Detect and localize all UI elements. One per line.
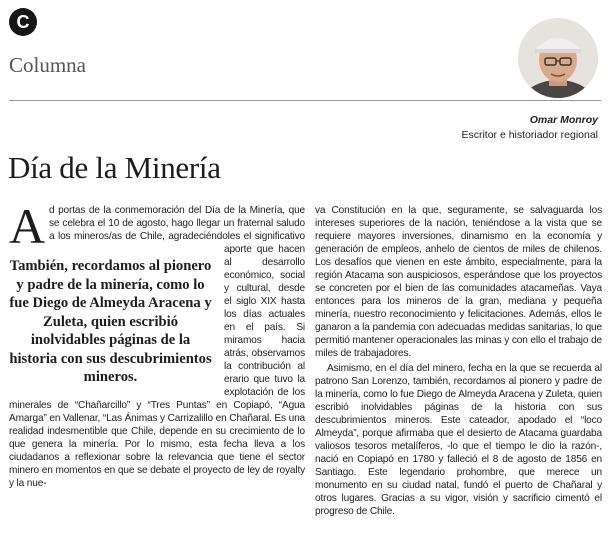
article-title: Día de la Minería (8, 150, 221, 185)
drop-cap: A (9, 204, 45, 254)
author-photo (518, 18, 598, 98)
author-portrait-image (518, 18, 598, 98)
article-paragraph: Asimismo, en el día del minero, fecha en la que se recuerda al patrono San Lorenzo, también, recordamos al pionero y padre de la minería, como lo fue Diego de Almeyda Aracena y Zuleta, quien escribió inolvidables páginas de la historia con sus descubrimientos mineros. Este cateador, apodado el “loco Almeyda”, porque afirmaba que el desierto de Atacama guardaba valiosos tesoros metalíferos, -lo que el tiempo le dio la razón-, nació en Copiapó en 1780 y falleció el 8 de agosto de 1856 en Santiago. Este legendario prohombre, que merece un monumento en su ciudad natal, fundó el puerto de Chañaral y otros lugares. Gracias a su vigor, visión y sacrificio cimentó el progreso de Chile. (315, 363, 602, 517)
section-label: Columna (9, 53, 86, 77)
pull-quote: También, recordamos al pionero y padre de la minería, como lo fue Diego de Almeyda Aracena y Zuleta, quien escribió inolvidables páginas de la historia con sus descubrimientos mineros. (9, 258, 212, 385)
article-paragraph: va Constitución en la que, seguramente, se salvaguarda los intereses superiores de la nación, teniéndose a la vista que se requiere mayores inversiones, dinamismo en la economía y generación de empleos, anhelo de cientos de miles de chilenos. Los desafíos que vienen en este ámbito, especialmente, para la región Atacama son auspiciosos, esperándose que los proyectos se concreten por el bien de las comunidades atacameñas. Vaya entonces para los mineros de la gran, mediana y pequeña minería, nuestro reconocimiento y felicitaciones. Además, ellos le ganaron a la pandemia con adecuadas medidas sanitarias, lo que permitió mantener operacionales las minas y con ello el trabajo de miles de trabajadores. (315, 205, 602, 359)
column-badge: C (9, 8, 37, 36)
author-role: Escritor e historiador regional (461, 129, 598, 141)
header-divider (9, 100, 601, 101)
article-column-1 (9, 204, 305, 551)
article-column-2 (315, 204, 602, 551)
article-paragraph: d portas de la conmemoración del Día de la Minería, que se celebra el 10 de agosto, hago llegar un fraternal saludo a los mineros/as de Chile, agradeciéndoles el significativo aporte que hacen al desarrollo económico, social y cultural, desde el siglo XIX hasta los días actuales en el país. Si miramos hacia atrás, observamos la contribución al erario que tuvo la explotación de los minerales de “Chañarcillo” y “Tres Puntas” en Copiapó, “Agua Amarga” en Vallenar, “Las Ánimas y Carrizalillo en Chañaral. Es una realidad indesmentible que Chile, depende en su crecimiento de lo que genera la minería. Por lo mismo, esta fecha lleva a los ciudadanos a reflexionar sobre la relevancia que tiene el sector minero en momentos en que se debate el proyecto de ley de royalty y la nue- (9, 205, 305, 489)
author-name: Omar Monroy (529, 114, 598, 126)
